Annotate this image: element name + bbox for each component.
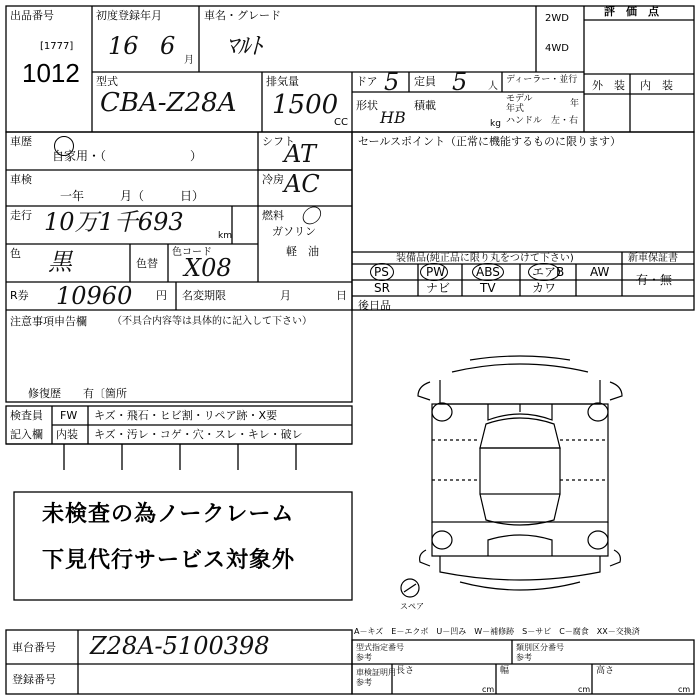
equip-ps: PS (374, 265, 389, 279)
equip-navi: ナビ (426, 281, 451, 295)
name-change-label: 名変期限 (182, 289, 226, 302)
airbag-circle-mark (528, 263, 560, 281)
recycle-label: R券 (10, 289, 29, 302)
reg-year: 16 (108, 32, 139, 60)
height-unit: cm (678, 685, 691, 694)
year-unit: 年 (570, 99, 580, 109)
history-label: 車歴 (10, 135, 32, 148)
sales-point-label: セールスポイント（正常に機能するものに限ります） (358, 135, 622, 148)
drive-2wd: 2WD (545, 13, 569, 24)
inspector-label-2: 記入欄 (10, 428, 43, 441)
class-number-label: 類別区分番号 参考 (516, 643, 564, 662)
warranty-label: 新車保証書 (628, 253, 678, 264)
model-label: 型式 (96, 75, 118, 88)
height-label: 高さ (596, 666, 615, 676)
type-cert-label: 型式指定番号 参考 (356, 643, 404, 662)
car-damage-diagram (401, 356, 622, 597)
notes-label: 注意事項申告欄 (10, 315, 87, 328)
lot-sub-number: [1777] (40, 41, 74, 52)
notice-no-claim: 未検査の為ノークレーム (42, 502, 295, 527)
lot-number: 1012 (22, 58, 80, 88)
car-name: ﾏﾙﾄ (226, 32, 262, 60)
damage-legend: A－キズ E－エクボ U－凹み W－補修跡 S－サビ C－腐食 XX－交換済 (354, 627, 640, 636)
model-year-label: モデル 年式 (506, 94, 533, 114)
shape-label: 形状 (356, 99, 378, 112)
model-value: CBA-Z28A (100, 88, 237, 118)
reg-month: 6 (160, 32, 176, 60)
cc-unit: CC (334, 117, 348, 128)
yen-unit: 円 (156, 289, 167, 302)
lot-number-label: 出品番号 (10, 9, 54, 22)
capacity-value: 5 (452, 68, 468, 96)
fuel-label: 燃料 (262, 209, 284, 222)
spare-label: スペア (400, 602, 424, 611)
equip-airbag: エアB (532, 265, 565, 279)
fuel-mark: 〇 (300, 204, 320, 228)
width-unit: cm (578, 685, 591, 694)
color-change-label: 色替 (136, 257, 158, 270)
evaluation-label: 評 価 点 (604, 5, 659, 18)
fuel-diesel: 軽 油 (286, 245, 319, 258)
fuel-gasoline: ガソリン (272, 225, 316, 238)
history-value: 自家用・（ ） (52, 149, 203, 163)
doors-value: 5 (384, 68, 400, 96)
exterior-label: 外 装 (592, 79, 625, 92)
equip-aw: AW (590, 265, 610, 279)
shape-value: HB (380, 108, 406, 127)
person-unit: 人 (488, 81, 498, 92)
name-change-month: 月 (280, 289, 291, 302)
notes-hint: （不具合内容等は具体的に記入して下さい） (112, 316, 312, 327)
abs-circle-mark (472, 263, 504, 281)
equip-leather: カワ (532, 281, 557, 295)
equip-pw: PW (426, 265, 446, 279)
length-label: 長さ (396, 666, 415, 676)
length-unit: cm (482, 685, 495, 694)
recycle-value: 10960 (56, 282, 133, 310)
color-code-value: X08 (184, 254, 232, 282)
ps-circle-mark (370, 263, 394, 281)
history-circle-mark (54, 136, 74, 156)
reg-date-label: 初度登録年月 (96, 9, 162, 22)
chassis-value: Z28A-5100398 (90, 632, 270, 660)
inspection-label: 車検 (10, 173, 32, 186)
aircon-label: 冷房 (262, 173, 284, 186)
dealer-label: ディーラー・並行 (506, 75, 578, 85)
shift-label: シフト (262, 135, 295, 148)
aircon-value: AC (284, 170, 320, 198)
color-label: 色 (10, 247, 21, 260)
kg-unit: kg (490, 119, 501, 129)
capacity-label: 定員 (414, 75, 436, 88)
interior-label: 内 装 (640, 79, 673, 92)
inspector-label-1: 検査員 (10, 409, 43, 422)
load-label: 積載 (414, 99, 436, 112)
car-name-label: 車名・グレード (204, 9, 281, 22)
interior-inspect-items: キズ・汚レ・コゲ・穴・スレ・キレ・破レ (94, 428, 303, 441)
reg-month-unit: 月 (184, 55, 194, 66)
equip-tv: TV (480, 281, 496, 295)
plate-label: 登録番号 (12, 673, 56, 686)
mileage-value: 10万1千693 (44, 208, 184, 236)
doors-label: ドア (356, 75, 378, 88)
width-label: 幅 (500, 666, 510, 676)
chassis-label: 車台番号 (12, 641, 56, 654)
pw-circle-mark (420, 263, 448, 281)
drive-4wd: 4WD (545, 43, 569, 54)
equipment-label: 装備品(純正品に限り丸をつけて下さい) (396, 253, 574, 264)
warranty-value: 有・無 (636, 273, 673, 287)
equip-sr: SR (374, 281, 390, 295)
displacement-value: 1500 (272, 90, 339, 120)
name-change-day: 日 (336, 289, 347, 302)
handle-label: ハンドル 左・右 (506, 116, 579, 126)
displacement-label: 排気量 (266, 75, 299, 88)
equip-abs: ABS (476, 265, 500, 279)
repair-history: 修復歴 有〔箇所 (28, 387, 127, 400)
color-value: 黒 (48, 248, 72, 276)
inspection-value: 一年 月（ 日） (60, 189, 205, 203)
after-parts-label: 後日品 (358, 299, 391, 312)
fw-label: FW (60, 409, 78, 422)
fw-items: キズ・飛石・ヒビ割・リペア跡・X要 (94, 409, 278, 422)
interior-inspect-label: 内装 (56, 428, 78, 441)
shift-value: AT (284, 140, 317, 168)
vehicle-cert-label: 車検証明用 参考 (356, 668, 396, 687)
color-code-label: 色コード (172, 247, 212, 258)
mileage-label: 走行 (10, 209, 32, 222)
km-unit: km (218, 231, 232, 241)
notice-service-excluded: 下見代行サービス対象外 (42, 548, 296, 573)
